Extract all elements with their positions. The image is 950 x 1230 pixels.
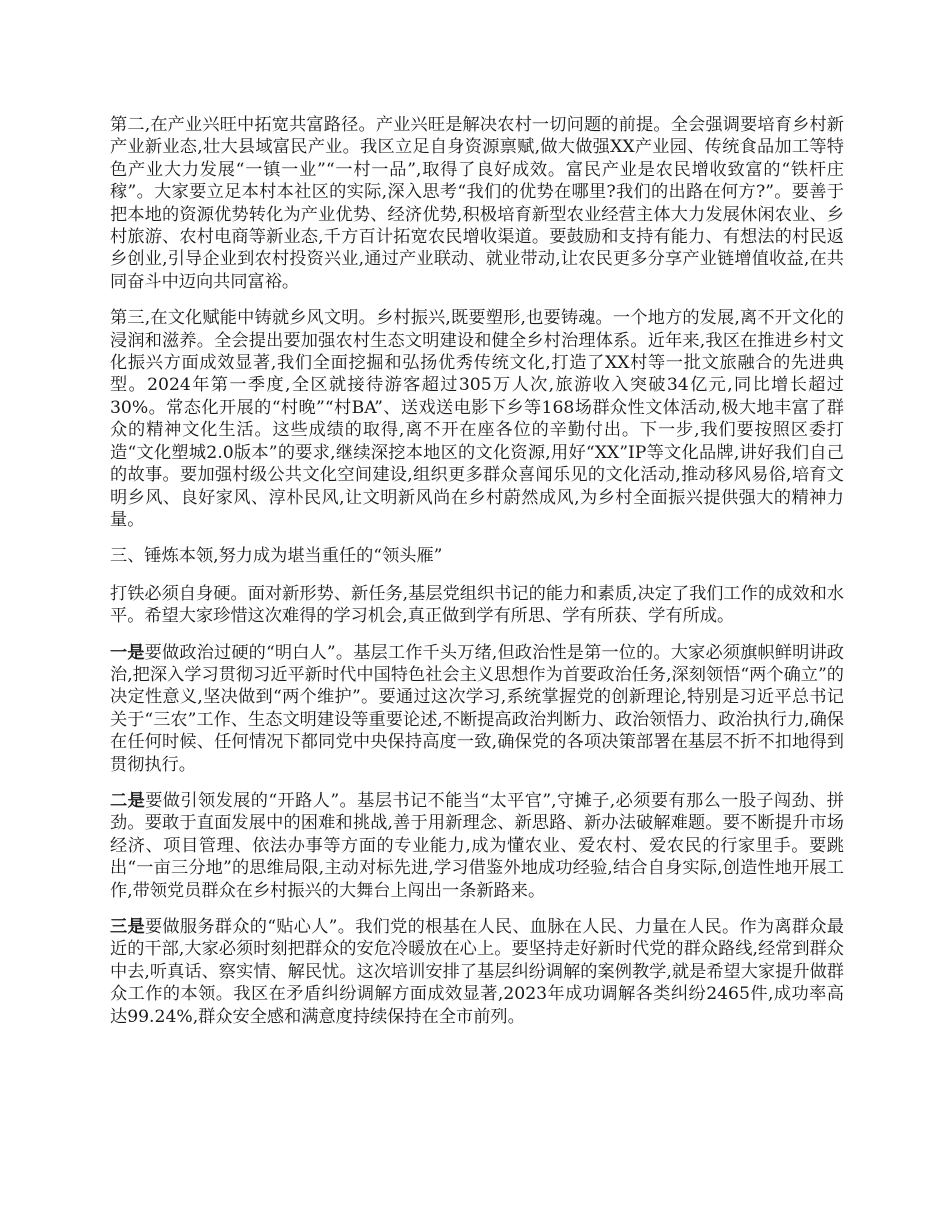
heading-text: 三、锤炼本领,努力成为堪当重任的“领头雁”: [110, 546, 443, 567]
paragraph-text: 要做服务群众的“贴心人”。我们党的根基在人民、血脉在人民、力量在人民。作为离群众最近的干部,大家必须时刻把群众的安危冷暖放在心上。要坚持走好新时代党的群众路线,经常到群众中去,听真话、察实情、解民忧。这次培训安排了基层纠纷调解的案例教学,就是希望大家提升做群众工作的本领。我区在矛盾纠纷调解方面成效显著,2023年成功调解各类纠纷2465件,成功率高达99.24%,群众安全感和满意度持续保持在全市前列。: [110, 917, 844, 1027]
paragraph-text: 第三,在文化赋能中铸就乡风文明。乡村振兴,既要塑形,也要铸魂。一个地方的发展,离不开文化的浸润和滋养。全会提出要加强农村生态文明建设和健全乡村治理体系。近年来,我区在推进乡村文化振兴方面成效显著,我们全面挖掘和弘扬优秀传统文化,打造了XX村等一批文旅融合的先进典型。2024年第一季度,全区就接待游客超过305万人次,旅游收入突破34亿元,同比增长超过30%。常态化开展的“村晚”“村BA”、送戏送电影下乡等168场群众性文体活动,极大地丰富了群众的精神文化生活。这些成绩的取得,离不开在座各位的辛勤付出。下一步,我们要按照区委打造“文化塑城2.0版本”的要求,继续深挖本地区的文化资源,用好“XX”IP等文化品牌,讲好我们自己的故事。要加强村级公共文化空间建设,组织更多群众喜闻乐见的文化活动,推动移风易俗,培育文明乡风、良好家风、淳朴民风,让文明新风尚在乡村蔚然成风,为乡村全面振兴提供强大的精神力量。: [110, 308, 844, 530]
paragraph-culture: [110, 307, 844, 531]
paragraph-point-two: [110, 790, 844, 902]
paragraph-text: 打铁必须自身硬。面对新形势、新任务,基层党组织书记的能力和素质,决定了我们工作的成效和水平。希望大家珍惜这次难得的学习机会,真正做到学有所思、学有所获、学有所成。: [110, 583, 844, 627]
paragraph-lead: 一是: [110, 642, 145, 663]
paragraph-text: 要做政治过硬的“明白人”。基层工作千头万绪,但政治性是第一位的。大家必须旗帜鲜明讲政治,把深入学习贯彻习近平新时代中国特色社会主义思想作为首要政治任务,深刻领悟“两个确立”的决定性意义,坚决做到“两个维护”。要通过这次学习,系统掌握党的创新理论,特别是习近平总书记关于“三农”工作、生态文明建设等重要论述,不断提高政治判断力、政治领悟力、政治执行力,确保在任何时候、任何情况下都同党中央保持高度一致,确保党的各项决策部署在基层不折不扣地得到贯彻执行。: [110, 642, 844, 775]
paragraph-text: 要做引领发展的“开路人”。基层书记不能当“太平官”,守摊子,必须要有那么一股子闯劲、拼劲。要敢于直面发展中的困难和挑战,善于用新理念、新思路、新办法破解难题。要不断提升市场经济、项目管理、依法办事等方面的专业能力,成为懂农业、爱农村、爱农民的行家里手。要跳出“一亩三分地”的思维局限,主动对标先进,学习借鉴外地成功经验,结合自身实际,创造性地开展工作,带领党员群众在乡村振兴的大舞台上闯出一条新路来。: [110, 790, 844, 901]
paragraph-lead: 三是: [110, 917, 145, 937]
section-heading: [110, 545, 844, 567]
paragraph-point-three: [110, 916, 844, 1028]
paragraph-industry: [110, 114, 844, 293]
paragraph-lead: 二是: [110, 790, 146, 811]
paragraph-intro: [110, 583, 844, 628]
paragraph-text: 第二,在产业兴旺中拓宽共富路径。产业兴旺是解决农村一切问题的前提。全会强调要培育乡村新产业新业态,壮大县域富民产业。我区立足自身资源禀赋,做大做强XX产业园、传统食品加工等特色产业大力发展“一镇一业”“一村一品”,取得了良好成效。富民产业是农民增收致富的“铁杆庄稼”。大家要立足本村本社区的实际,深入思考“我们的优势在哪里?我们的出路在何方?”。要善于把本地的资源优势转化为产业优势、经济优势,积极培育新型农业经营主体大力发展休闲农业、乡村旅游、农村电商等新业态,千方百计拓宽农民增收渠道。要鼓励和支持有能力、有想法的村民返乡创业,引导企业到农村投资兴业,通过产业联动、就业带动,让农民更多分享产业链增值收益,在共同奋斗中迈向共同富裕。: [110, 115, 844, 292]
paragraph-point-one: [110, 642, 844, 776]
